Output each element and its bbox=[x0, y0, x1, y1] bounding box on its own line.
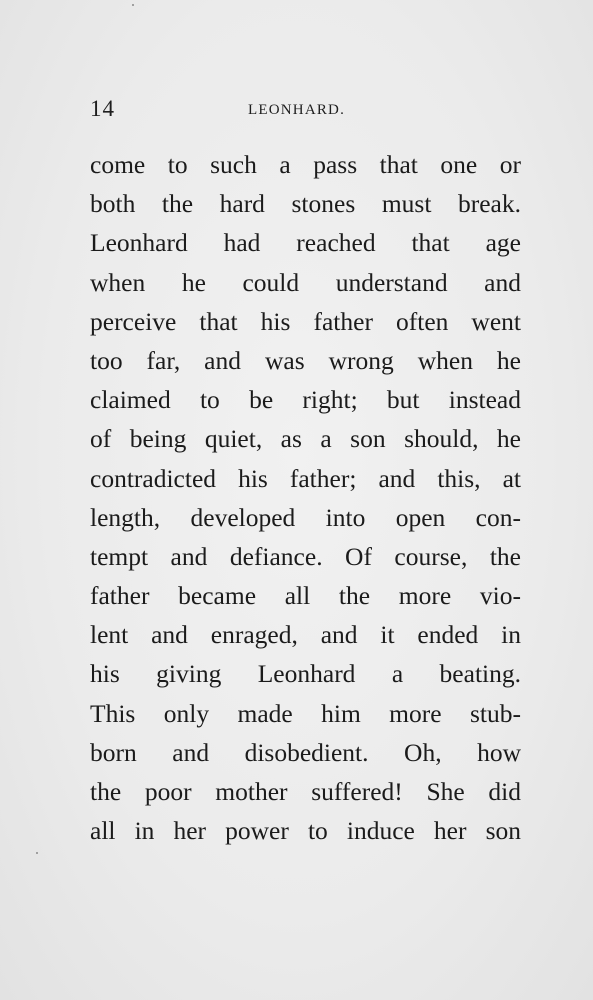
text-line: when he could understand and bbox=[90, 267, 521, 297]
text-line: his giving Leonhard a beating. bbox=[90, 659, 521, 689]
page-number: 14 bbox=[90, 96, 115, 121]
text-line: claimed to be right; but instead bbox=[90, 385, 521, 415]
text-line: This only made him more stub- bbox=[90, 698, 521, 728]
text-line: the poor mother suffered! She did bbox=[90, 777, 521, 806]
page-header bbox=[90, 96, 520, 126]
text-line: of being quiet, as a son should, he bbox=[90, 424, 521, 454]
paper-speck bbox=[132, 4, 134, 6]
text-line: all in her power to induce her son bbox=[90, 816, 521, 846]
body-text bbox=[90, 145, 521, 850]
paper-speck bbox=[36, 852, 38, 854]
text-line: too far, and was wrong when he bbox=[90, 345, 521, 375]
text-line: born and disobedient. Oh, how bbox=[90, 737, 521, 767]
text-line: both the hard stones must break. bbox=[90, 189, 521, 219]
text-line: length, developed into open con- bbox=[90, 502, 521, 532]
text-line: contradicted his father; and this, at bbox=[90, 463, 521, 493]
text-line: lent and enraged, and it ended in bbox=[90, 620, 521, 650]
text-line: perceive that his father often went bbox=[90, 306, 521, 336]
text-line: tempt and defiance. Of course, the bbox=[90, 541, 521, 571]
text-line: come to such a pass that one or bbox=[90, 150, 521, 179]
text-line: Leonhard had reached that age bbox=[90, 228, 521, 258]
text-line: father became all the more vio- bbox=[90, 581, 521, 611]
running-head: LEONHARD. bbox=[248, 102, 346, 118]
